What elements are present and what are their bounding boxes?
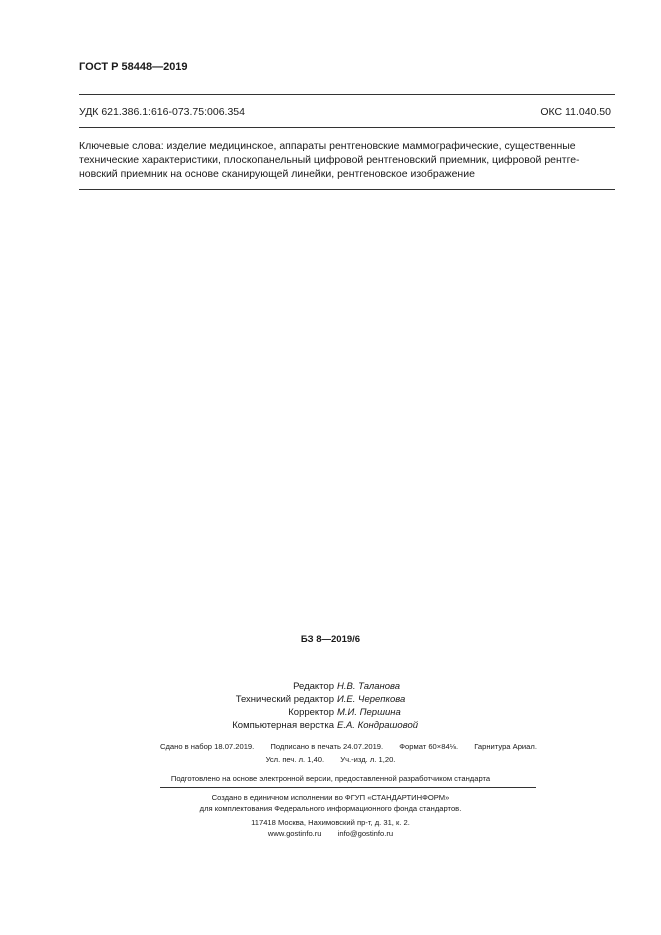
publisher-line-2: для комплектования Федерального информационного фонда стандартов.	[199, 804, 462, 813]
prepared-note: Подготовлено на основе электронной версии, предоставленной разработчиком стандарта	[170, 774, 491, 783]
imprint-font: Гарнитура Ариал.	[474, 742, 537, 751]
bz-number: БЗ 8—2019/6	[300, 634, 361, 645]
divider-middle	[79, 127, 615, 128]
keywords-line: новский приемник на основе сканирующей линейки, рентгеновское изображение	[79, 168, 475, 180]
credit-label: Технический редактор	[235, 694, 334, 705]
publisher-address: 117418 Москва, Нахимовский пр-т, д. 31, к. 2.	[251, 818, 410, 827]
imprint-signed: Подписано в печать 24.07.2019.	[270, 742, 384, 751]
imprint-row-1	[160, 742, 537, 751]
publisher-site[interactable]: www.gostinfo.ru	[267, 829, 322, 838]
credits-block	[0, 680, 661, 732]
credit-editor	[0, 680, 661, 693]
imprint-submitted: Сдано в набор 18.07.2019.	[160, 742, 255, 751]
keywords-line: Ключевые слова: изделие медицинское, аппараты рентгеновские маммографические, существенные	[79, 140, 576, 152]
oks-code: ОКС 11.040.50	[540, 106, 611, 118]
publisher-line-1: Создано в единичном исполнении во ФГУП «СТАНДАРТИНФОРМ»	[211, 793, 450, 802]
credit-label: Редактор	[293, 681, 334, 692]
udk-code: УДК 621.386.1:616-073.75:006.354	[79, 106, 245, 118]
divider-bottom	[79, 189, 615, 190]
credit-name: Е.А. Кондрашовой	[337, 720, 419, 731]
imprint-format: Формат 60×84⅛.	[399, 742, 459, 751]
publisher-contacts	[0, 829, 661, 838]
credit-label: Компьютерная верстка	[232, 720, 334, 731]
imprint-row-2	[0, 755, 661, 764]
credit-layout	[0, 719, 661, 732]
credit-tech-editor	[0, 693, 661, 706]
divider-publisher	[160, 787, 536, 788]
standard-number: ГОСТ Р 58448—2019	[79, 61, 188, 73]
imprint-pub-sheets: Уч.-изд. л. 1,20.	[340, 755, 396, 764]
credit-label: Корректор	[288, 707, 334, 718]
credit-name: М.И. Першина	[337, 707, 401, 718]
credit-name: Н.В. Таланова	[337, 681, 401, 692]
credit-corrector	[0, 706, 661, 719]
divider-top	[79, 94, 615, 95]
keywords-line: технические характеристики, плоскопанельный цифровой рентгеновский приемник, цифровой рентге-	[79, 154, 580, 166]
credit-name: И.Е. Черепкова	[337, 694, 406, 705]
imprint-print-sheets: Усл. печ. л. 1,40.	[265, 755, 325, 764]
keywords-block	[79, 139, 613, 181]
publisher-email[interactable]: info@gostinfo.ru	[337, 829, 394, 838]
